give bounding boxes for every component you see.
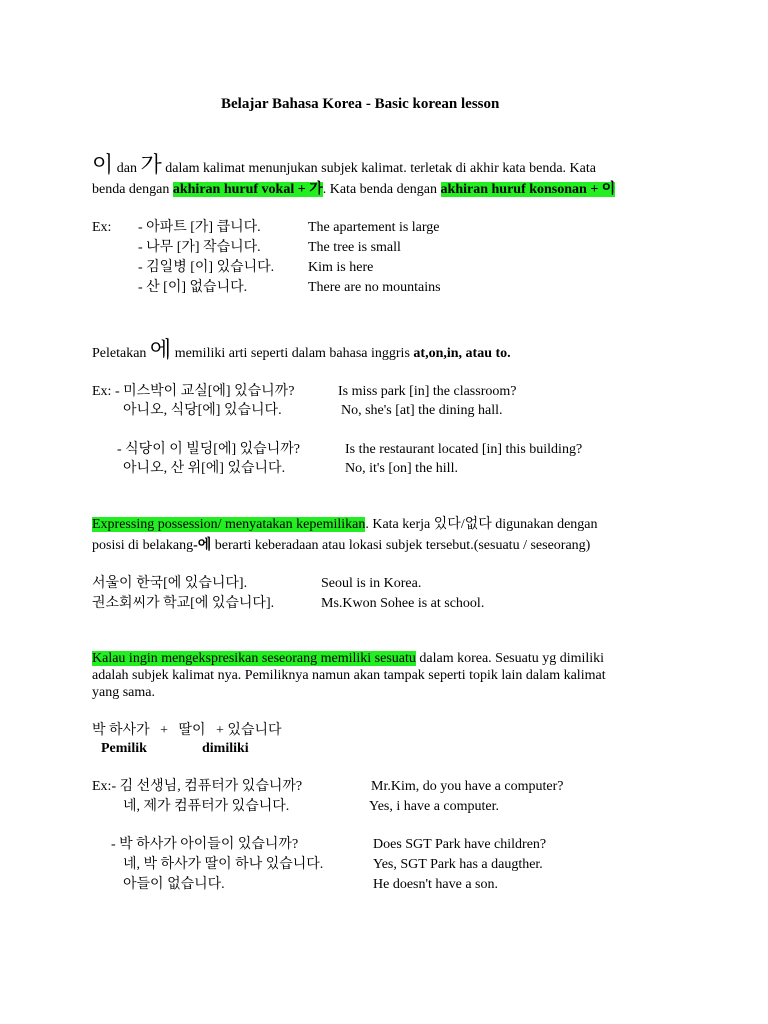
ex4-en-2: Does SGT Park have children? [373,837,547,852]
ex1-kr-0: - 아파트 [가] 큽니다. [138,220,261,235]
owner-line-3: yang sama. [92,685,155,700]
ex4-en-0: Mr.Kim, do you have a computer? [371,779,564,794]
korean-particle-e: 에 [149,337,172,362]
ex1-kr-2: - 김일병 [이] 있습니다. [138,260,275,275]
ex2-en-1: No, she's [at] the dining hall. [341,403,503,418]
ex4-kr-1: 네, 제가 컴퓨터가 있습니다. [123,799,290,814]
formula-line: 박 하사가 + 딸이 + 있습니다 [92,723,282,738]
formula-label-owned: dimiliki [202,741,249,756]
formula-label-owner: Pemilik [101,741,147,756]
ex4-en-1: Yes, i have a computer. [369,799,499,814]
ex3-kr-0: 서울이 한국[에 있습니다]. [92,576,248,591]
intro-line-1 [92,152,596,182]
korean-particle-e-small: -에 [193,538,212,553]
ex1-kr-1: - 나무 [가] 작습니다. [138,240,261,255]
ex1-label: Ex: [92,220,112,235]
korean-particle-i: 이 [92,152,114,177]
ex1-en-3: There are no mountains [308,280,441,295]
highlight-vowel: akhiran huruf vokal + 가 [172,182,323,197]
ex4-en-3: Yes, SGT Park has a daugther. [373,857,543,872]
possession-line-1: Expressing possession/ menyatakan kepemilikan. Kata kerja 있다/없다 digunakan dengan [92,517,598,532]
ex2-kr-0: Ex: - 미스박이 교실[에] 있습니까? [92,384,295,399]
ex2-kr-1: 아니오, 식당[에] 있습니다. [123,403,282,418]
ex2-en-2: Is the restaurant located [in] this building? [345,442,583,457]
ex3-en-0: Seoul is in Korea. [321,576,422,591]
korean-verb: 있다/없다 [433,517,492,532]
ex4-kr-0: Ex:- 김 선생님, 컴퓨터가 있습니까? [92,779,303,794]
ex2-kr-2: - 식당이 이 빌딩[에] 있습니까? [117,442,300,457]
ex4-kr-4: 아들이 없습니다. [123,877,225,892]
ex4-kr-3: 네, 박 하사가 딸이 하나 있습니다. [123,857,324,872]
ex3-en-1: Ms.Kwon Sohee is at school. [321,596,485,611]
intro-dan: dan [116,161,137,176]
ex1-en-0: The apartement is large [308,220,440,235]
owner-line-1: Kalau ingin mengekspresikan seseorang memiliki sesuatu dalam korea. Sesuatu yg dimiliki [92,651,605,666]
intro-line-2: benda dengan akhiran huruf vokal + 가. Kata benda dengan akhiran huruf konsonan + 이 [92,182,616,197]
ex3-kr-1: 권소회씨가 학교[에 있습니다]. [92,596,275,611]
e-section: Peletakan 에 memiliki arti seperti dalam bahasa inggris at,on,in, atau to. [92,337,511,362]
highlight-possession: Expressing possession/ menyatakan kepemilikan [92,517,366,532]
highlight-consonant: akhiran huruf konsonan + 이 [440,182,616,197]
ex4-en-4: He doesn't have a son. [373,877,498,892]
e-section-bold: at,on,in, atau to. [413,346,511,361]
highlight-owner: Kalau ingin mengekspresikan seseorang memiliki sesuatu [92,651,416,666]
ex1-kr-3: - 산 [이] 없습니다. [138,280,248,295]
possession-line-2: posisi di belakang-에 berarti keberadaan atau lokasi subjek tersebut.(sesuatu / seseorang) [92,538,591,553]
intro-text: dalam kalimat menunjukan subjek kalimat. terletak di akhir kata benda. Kata [165,161,596,176]
owner-line-2: adalah subjek kalimat nya. Pemiliknya namun akan tampak seperti topik lain dalam kalimat [92,668,606,683]
ex2-en-0: Is miss park [in] the classroom? [338,384,517,399]
ex2-en-3: No, it's [on] the hill. [345,461,458,476]
ex1-en-2: Kim is here [308,260,374,275]
ex2-kr-3: 아니오, 산 위[에] 있습니다. [123,461,286,476]
ex4-kr-2: - 박 하사가 아이들이 있습니까? [111,837,299,852]
page-title: Belajar Bahasa Korea - Basic korean lesson [221,96,500,112]
ex1-en-1: The tree is small [308,240,401,255]
korean-particle-ga: 가 [140,152,162,177]
